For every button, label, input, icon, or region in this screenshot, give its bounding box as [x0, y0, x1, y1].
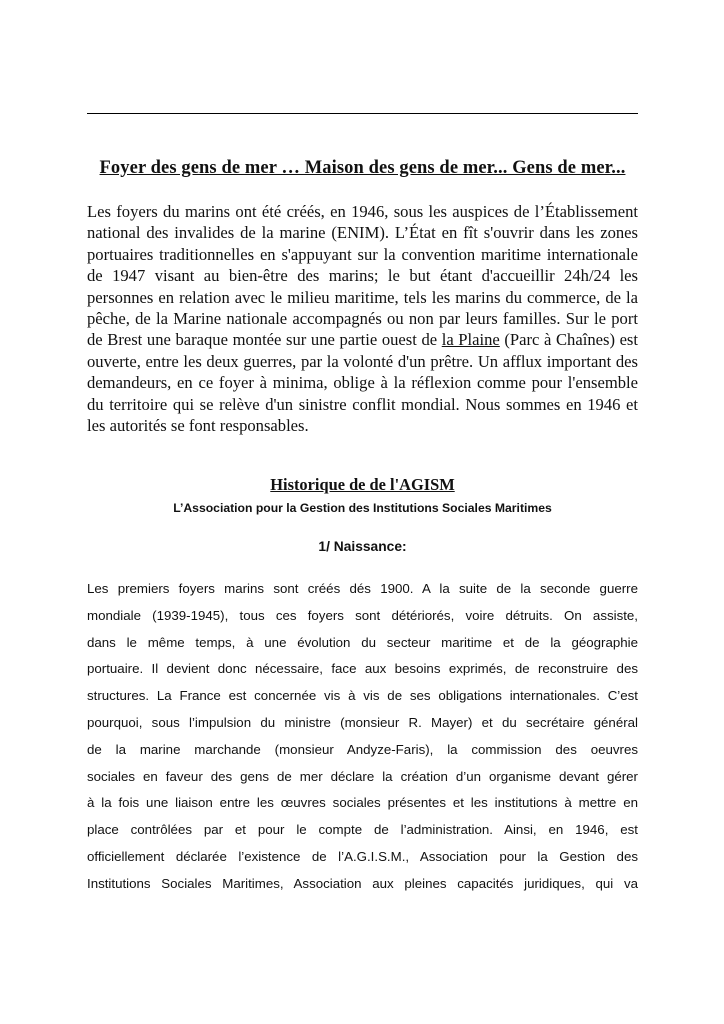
- page-title: Foyer des gens de mer … Maison des gens de mer... Gens de mer...: [99, 158, 626, 178]
- paragraph-line: à la fois une liaison entre les œuvres sociales présentes et les institutions à mettre en: [87, 795, 638, 811]
- intro-text-part2: (Parc à Chaînes) est ouverte, entre les deux guerres, par la volonté d'un prêtre. Un afflux important des demandeurs, en ce foyer à minima, oblige à la réflexion comme pour l'ensemble du territoire qui se relève d'un sinistre conflit mondial. Nous sommes en 1946 et les autorités se font responsables.: [87, 330, 639, 436]
- intro-paragraph: [87, 201, 638, 436]
- intro-text-part1: Les foyers du marins ont été créés, en 1946, sous les auspices de l’Établissement national des invalides de la marine (ENIM). L’État en fît s'ouvrir dans les zones portuaires traditionnelles en s'appuyant sur la convention maritime internationale de 1947 visant au bien-être des marins; le but étant d'accueillir 24h/24 les personnes en relation avec le milieu maritime, tels les marins du commerce, de la pêche, de la Marine nationale accompagnés ou non par leurs familles. Sur le port de Brest une baraque montée sur une partie ouest de: [87, 202, 638, 350]
- paragraph-line: dans le même temps, à une évolution du secteur maritime et de la géographie: [87, 634, 638, 650]
- header-rule: [87, 113, 638, 114]
- history-title: Historique de de l'AGISM: [270, 475, 455, 494]
- paragraph-line: sociales en faveur des gens de mer déclare la création d’un organisme devant gérer: [87, 768, 638, 784]
- paragraph-line: mondiale (1939-1945), tous ces foyers sont détériorés, voire détruits. On assiste,: [87, 607, 638, 623]
- paragraph-line: structures. La France est concernée vis à vis de ses obligations internationales. C’est: [87, 688, 638, 704]
- paragraph-line: place contrôlées par et pour le compte de l’administration. Ainsi, en 1946, est: [87, 822, 638, 838]
- paragraph-line: portuaire. Il devient donc nécessaire, face aux besoins exprimés, de reconstruire des: [87, 661, 638, 677]
- paragraph-line: de la marine marchande (monsieur Andyze-Faris), la commission des oeuvres: [87, 741, 638, 757]
- la-plaine-link[interactable]: la Plaine: [441, 330, 500, 350]
- paragraph-line: Les premiers foyers marins sont créés dés 1900. A la suite de la seconde guerre: [87, 581, 638, 596]
- history-paragraph: [87, 576, 638, 898]
- paragraph-line: officiellement déclarée l’existence de l’A.G.I.S.M., Association pour la Gestion des: [87, 848, 638, 864]
- section-title: 1/ Naissance:: [318, 539, 407, 554]
- paragraph-line: Institutions Sociales Maritimes, Association aux pleines capacités juridiques, qui va: [87, 875, 638, 891]
- history-subtitle: L’Association pour la Gestion des Institutions Sociales Maritimes: [173, 501, 552, 515]
- paragraph-line: pourquoi, sous l’impulsion du ministre (monsieur R. Mayer) et du secrétaire général: [87, 714, 638, 730]
